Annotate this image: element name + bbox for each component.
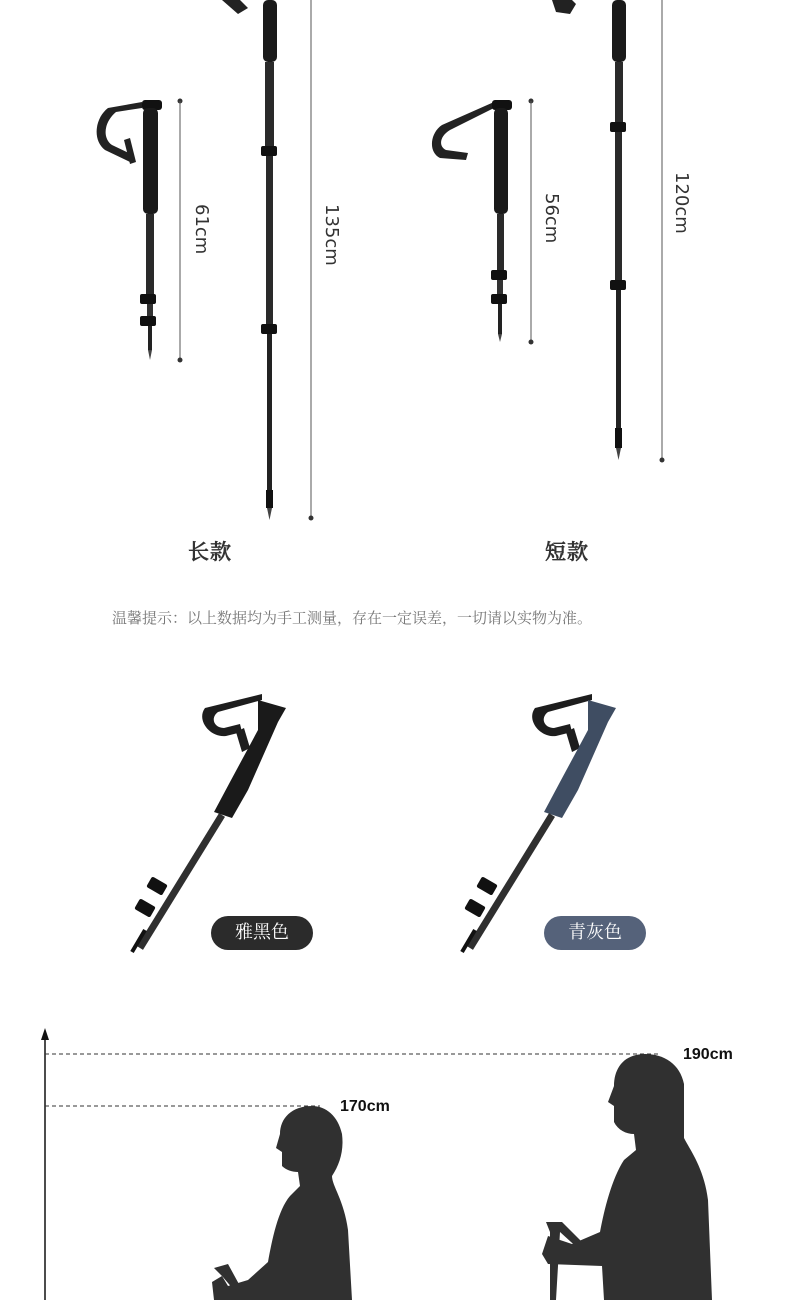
bluegrey-pole-image [462, 694, 616, 952]
long-extended-pole [222, 0, 277, 520]
person-190-silhouette [542, 1054, 712, 1300]
short-collapsed-pole [432, 100, 512, 342]
black-pole-image [132, 694, 286, 952]
long-extended-length: 135cm [321, 204, 342, 266]
short-extended-dimension-line [660, 0, 665, 463]
long-collapsed-length: 61cm [191, 204, 212, 255]
long-extended-dimension-line [309, 0, 314, 521]
short-model-title: 短款 [545, 540, 589, 564]
short-collapsed-dimension-line [529, 99, 534, 345]
color-badge-black: 雅黑色 [211, 916, 313, 950]
height-label-170: 170cm [340, 1098, 390, 1115]
short-extended-pole [552, 0, 626, 460]
person-170-silhouette [212, 1106, 352, 1300]
short-collapsed-length: 56cm [541, 193, 562, 244]
height-label-190: 190cm [683, 1046, 733, 1063]
measurement-notice: 温馨提示：以上数据均为手工测量，存在一定误差，一切请以实物为准。 [112, 609, 593, 627]
color-badge-bluegrey: 青灰色 [544, 916, 646, 950]
long-model-title: 长款 [188, 540, 232, 564]
long-collapsed-dimension-line [178, 99, 183, 363]
short-extended-length: 120cm [671, 172, 692, 234]
long-collapsed-pole [97, 100, 162, 360]
